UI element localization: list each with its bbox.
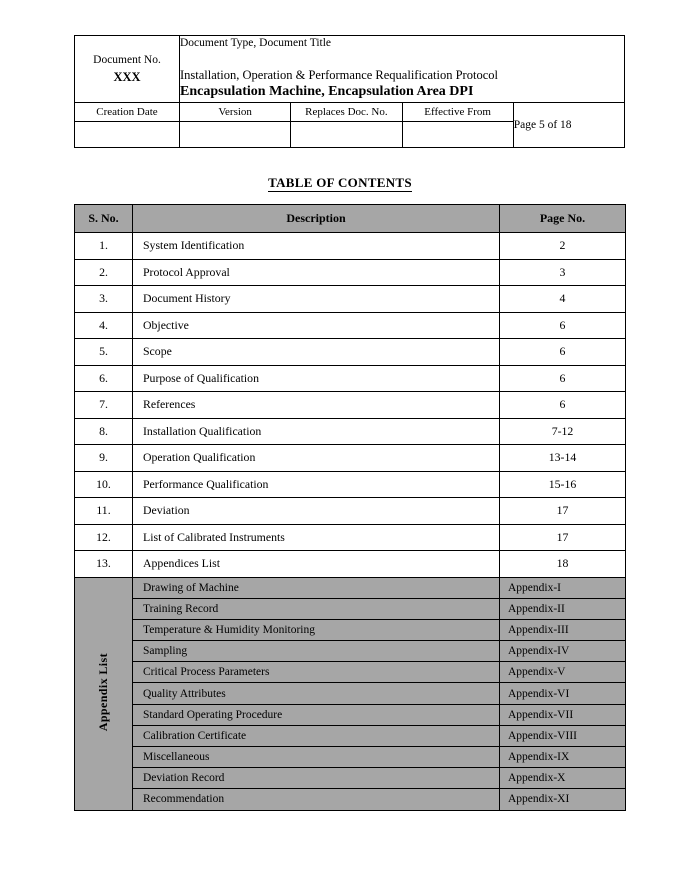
table-row	[75, 498, 626, 525]
cell-page: 3	[500, 259, 626, 286]
cell-sno: 9.	[75, 445, 133, 472]
appendix-row	[75, 768, 626, 789]
cell-page: 13-14	[500, 445, 626, 472]
cell-page: 17	[500, 524, 626, 551]
table-row	[75, 259, 626, 286]
appendix-list-label: Appendix List	[96, 652, 110, 732]
appendix-row	[75, 725, 626, 746]
cell-description[interactable]: Protocol Approval	[133, 259, 500, 286]
cell-sno: 7.	[75, 392, 133, 419]
appendix-row	[75, 641, 626, 662]
table-row	[75, 471, 626, 498]
document-number-cell	[75, 36, 180, 103]
cell-page: 6	[500, 312, 626, 339]
cell-appendix-description[interactable]: Recommendation	[133, 789, 500, 810]
toc-header-row	[75, 205, 626, 233]
column-header-description: Description	[133, 205, 500, 233]
cell-appendix-reference: Appendix-III	[500, 619, 626, 640]
cell-sno: 2.	[75, 259, 133, 286]
version-label: Version	[180, 103, 291, 122]
creation-date-value[interactable]	[75, 122, 180, 148]
cell-page: 18	[500, 551, 626, 578]
table-row	[75, 286, 626, 313]
cell-appendix-reference: Appendix-XI	[500, 789, 626, 810]
cell-sno: 6.	[75, 365, 133, 392]
document-header-table	[74, 35, 625, 148]
cell-sno: 5.	[75, 339, 133, 366]
cell-page: 6	[500, 365, 626, 392]
cell-page: 6	[500, 339, 626, 366]
document-header-title-row	[75, 36, 625, 103]
table-row	[75, 524, 626, 551]
appendix-row	[75, 577, 626, 598]
cell-appendix-description[interactable]: Drawing of Machine	[133, 577, 500, 598]
cell-appendix-description[interactable]: Standard Operating Procedure	[133, 704, 500, 725]
appendix-row	[75, 789, 626, 810]
document-title-line-2: Encapsulation Machine, Encapsulation Area DPI	[180, 84, 474, 100]
cell-description[interactable]: Scope	[133, 339, 500, 366]
column-header-sno: S. No.	[75, 205, 133, 233]
cell-sno: 10.	[75, 471, 133, 498]
cell-page: 4	[500, 286, 626, 313]
cell-sno: 11.	[75, 498, 133, 525]
cell-appendix-reference: Appendix-IX	[500, 747, 626, 768]
creation-date-label: Creation Date	[75, 103, 180, 122]
effective-from-value[interactable]	[402, 122, 513, 148]
cell-appendix-description[interactable]: Deviation Record	[133, 768, 500, 789]
document-number-label: Document No.	[93, 53, 161, 66]
cell-appendix-reference: Appendix-VI	[500, 683, 626, 704]
table-row	[75, 392, 626, 419]
cell-description[interactable]: Objective	[133, 312, 500, 339]
page-title	[0, 175, 680, 191]
cell-description[interactable]: System Identification	[133, 233, 500, 260]
cell-appendix-description[interactable]: Critical Process Parameters	[133, 662, 500, 683]
cell-appendix-reference: Appendix-X	[500, 768, 626, 789]
cell-appendix-description[interactable]: Miscellaneous	[133, 747, 500, 768]
cell-description[interactable]: Purpose of Qualification	[133, 365, 500, 392]
document-title-line-1: Installation, Operation & Performance Requalification Protocol	[180, 67, 498, 82]
cell-description[interactable]: References	[133, 392, 500, 419]
cell-appendix-description[interactable]: Sampling	[133, 641, 500, 662]
cell-appendix-description[interactable]: Calibration Certificate	[133, 725, 500, 746]
toc-body	[75, 233, 626, 811]
table-row	[75, 418, 626, 445]
appendix-row	[75, 683, 626, 704]
cell-appendix-reference: Appendix-II	[500, 598, 626, 619]
cell-page: 6	[500, 392, 626, 419]
cell-appendix-reference: Appendix-I	[500, 577, 626, 598]
column-header-page: Page No.	[500, 205, 626, 233]
appendix-list-label-cell	[75, 577, 133, 810]
cell-appendix-reference: Appendix-V	[500, 662, 626, 683]
cell-description[interactable]: Deviation	[133, 498, 500, 525]
table-of-contents	[74, 204, 626, 811]
appendix-row	[75, 662, 626, 683]
cell-description[interactable]: Appendices List	[133, 551, 500, 578]
cell-description[interactable]: Operation Qualification	[133, 445, 500, 472]
appendix-row	[75, 704, 626, 725]
cell-sno: 4.	[75, 312, 133, 339]
page-indicator: Page 5 of 18	[513, 103, 624, 148]
cell-sno: 12.	[75, 524, 133, 551]
cell-page: 2	[500, 233, 626, 260]
table-row	[75, 551, 626, 578]
document-type-line: Document Type, Document Title	[180, 37, 332, 49]
cell-description[interactable]: Performance Qualification	[133, 471, 500, 498]
cell-appendix-description[interactable]: Training Record	[133, 598, 500, 619]
cell-sno: 3.	[75, 286, 133, 313]
appendix-row	[75, 598, 626, 619]
cell-page: 15-16	[500, 471, 626, 498]
table-row	[75, 312, 626, 339]
cell-page: 17	[500, 498, 626, 525]
cell-page: 7-12	[500, 418, 626, 445]
appendix-row	[75, 619, 626, 640]
table-row	[75, 365, 626, 392]
version-value[interactable]	[180, 122, 291, 148]
cell-sno: 1.	[75, 233, 133, 260]
cell-appendix-reference: Appendix-IV	[500, 641, 626, 662]
replaces-doc-no-label: Replaces Doc. No.	[291, 103, 402, 122]
table-row	[75, 445, 626, 472]
cell-appendix-description[interactable]: Temperature & Humidity Monitoring	[133, 619, 500, 640]
document-header-meta-label-row	[75, 103, 625, 122]
cell-appendix-description[interactable]: Quality Attributes	[133, 683, 500, 704]
replaces-doc-no-value[interactable]	[291, 122, 402, 148]
document-number-value: XXX	[113, 70, 141, 85]
page-title-text: TABLE OF CONTENTS	[268, 175, 412, 190]
table-row	[75, 233, 626, 260]
effective-from-label: Effective From	[402, 103, 513, 122]
table-row	[75, 339, 626, 366]
cell-description[interactable]: List of Calibrated Instruments	[133, 524, 500, 551]
cell-appendix-reference: Appendix-VII	[500, 704, 626, 725]
document-title-cell	[180, 36, 625, 103]
appendix-row	[75, 747, 626, 768]
cell-sno: 8.	[75, 418, 133, 445]
cell-description[interactable]: Document History	[133, 286, 500, 313]
cell-sno: 13.	[75, 551, 133, 578]
cell-appendix-reference: Appendix-VIII	[500, 725, 626, 746]
cell-description[interactable]: Installation Qualification	[133, 418, 500, 445]
